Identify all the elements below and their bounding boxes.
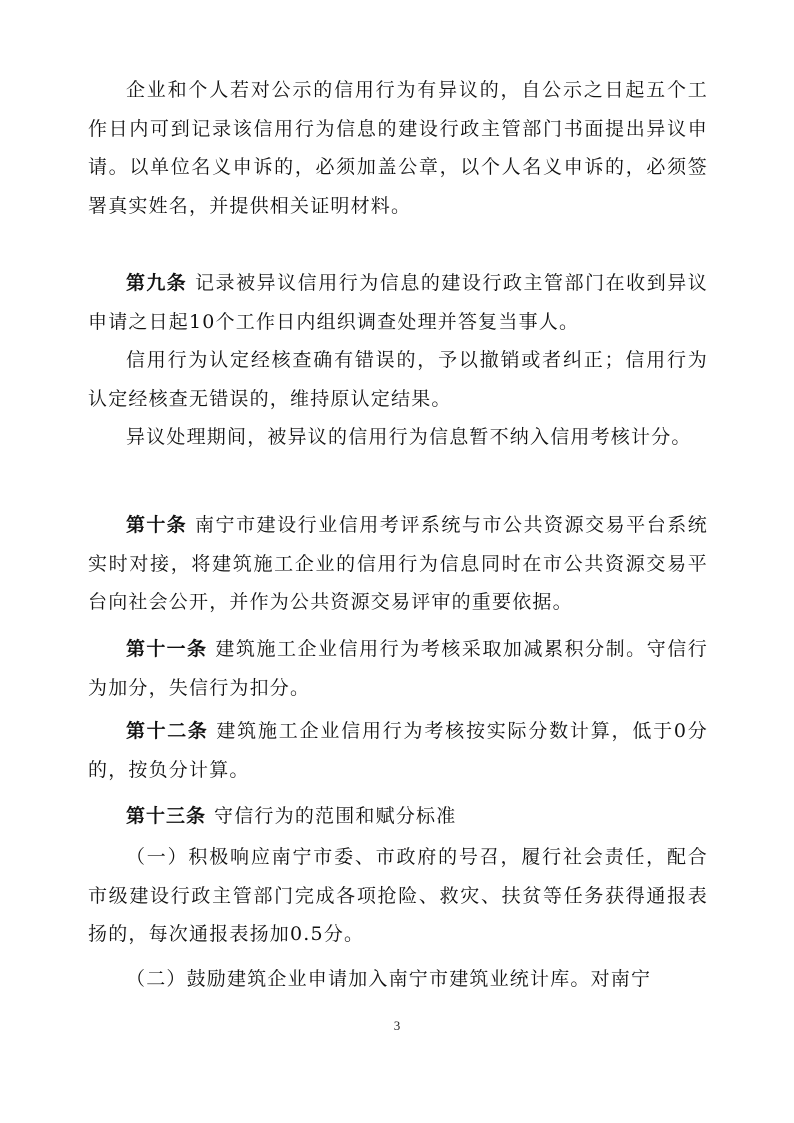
paragraph-text: 南宁市建设行业信用考评系统与市公共资源交易平台系统实时对接，将建筑施工企业的信用行为信息同时在市公共资源交易平台向社会公开，并作为公共资源交易评审的重要依据。 (88, 514, 708, 613)
paragraph-article-9 (88, 264, 708, 341)
paragraph-text: （二）鼓励建筑企业申请加入南宁市建筑业统计库。对南宁 (126, 968, 652, 990)
paragraph-text: 异议处理期间，被异议的信用行为信息暂不纳入信用考核计分。 (126, 426, 692, 448)
paragraph-text: 信用行为认定经核查确有错误的，予以撤销或者纠正；信用行为认定经核查无错误的，维持原认定结果。 (88, 349, 708, 410)
article-heading: 第十三条 (126, 805, 207, 827)
paragraph-objection-notice (88, 71, 708, 225)
paragraph-correction (88, 341, 708, 418)
paragraph-text: 建筑施工企业信用行为考核采取加减累积分制。守信行为加分，失信行为扣分。 (88, 638, 708, 699)
paragraph-text: 守信行为的范围和赋分标准 (214, 805, 457, 827)
article-heading: 第十条 (126, 514, 187, 536)
paragraph-text: 记录被异议信用行为信息的建设行政主管部门在收到异议申请之日起10个工作日内组织调查处理并答复当事人。 (88, 272, 708, 333)
paragraph-item-1 (88, 838, 708, 954)
paragraph-article-13 (88, 797, 708, 836)
paragraph-text: （一）积极响应南宁市委、市政府的号召，履行社会责任，配合市级建设行政主管部门完成各项抢险、救灾、扶贫等任务获得通报表扬的，每次通报表扬加0.5分。 (88, 846, 708, 945)
paragraph-item-2 (88, 960, 708, 999)
paragraph-objection-period (88, 418, 708, 457)
paragraph-text: 企业和个人若对公示的信用行为有异议的，自公示之日起五个工作日内可到记录该信用行为信息的建设行政主管部门书面提出异议申请。以单位名义申诉的，必须加盖公章，以个人名义申诉的，必须签署真实姓名，并提供相关证明材料。 (88, 79, 708, 217)
paragraph-article-10 (88, 506, 708, 622)
page-number: 3 (393, 1018, 401, 1033)
article-heading: 第九条 (126, 272, 187, 294)
paragraph-article-12 (88, 712, 708, 789)
article-heading: 第十一条 (126, 638, 208, 660)
paragraph-text: 建筑施工企业信用行为考核按实际分数计算，低于0分的，按负分计算。 (88, 720, 708, 781)
paragraph-article-11 (88, 630, 708, 707)
article-heading: 第十二条 (126, 720, 209, 742)
